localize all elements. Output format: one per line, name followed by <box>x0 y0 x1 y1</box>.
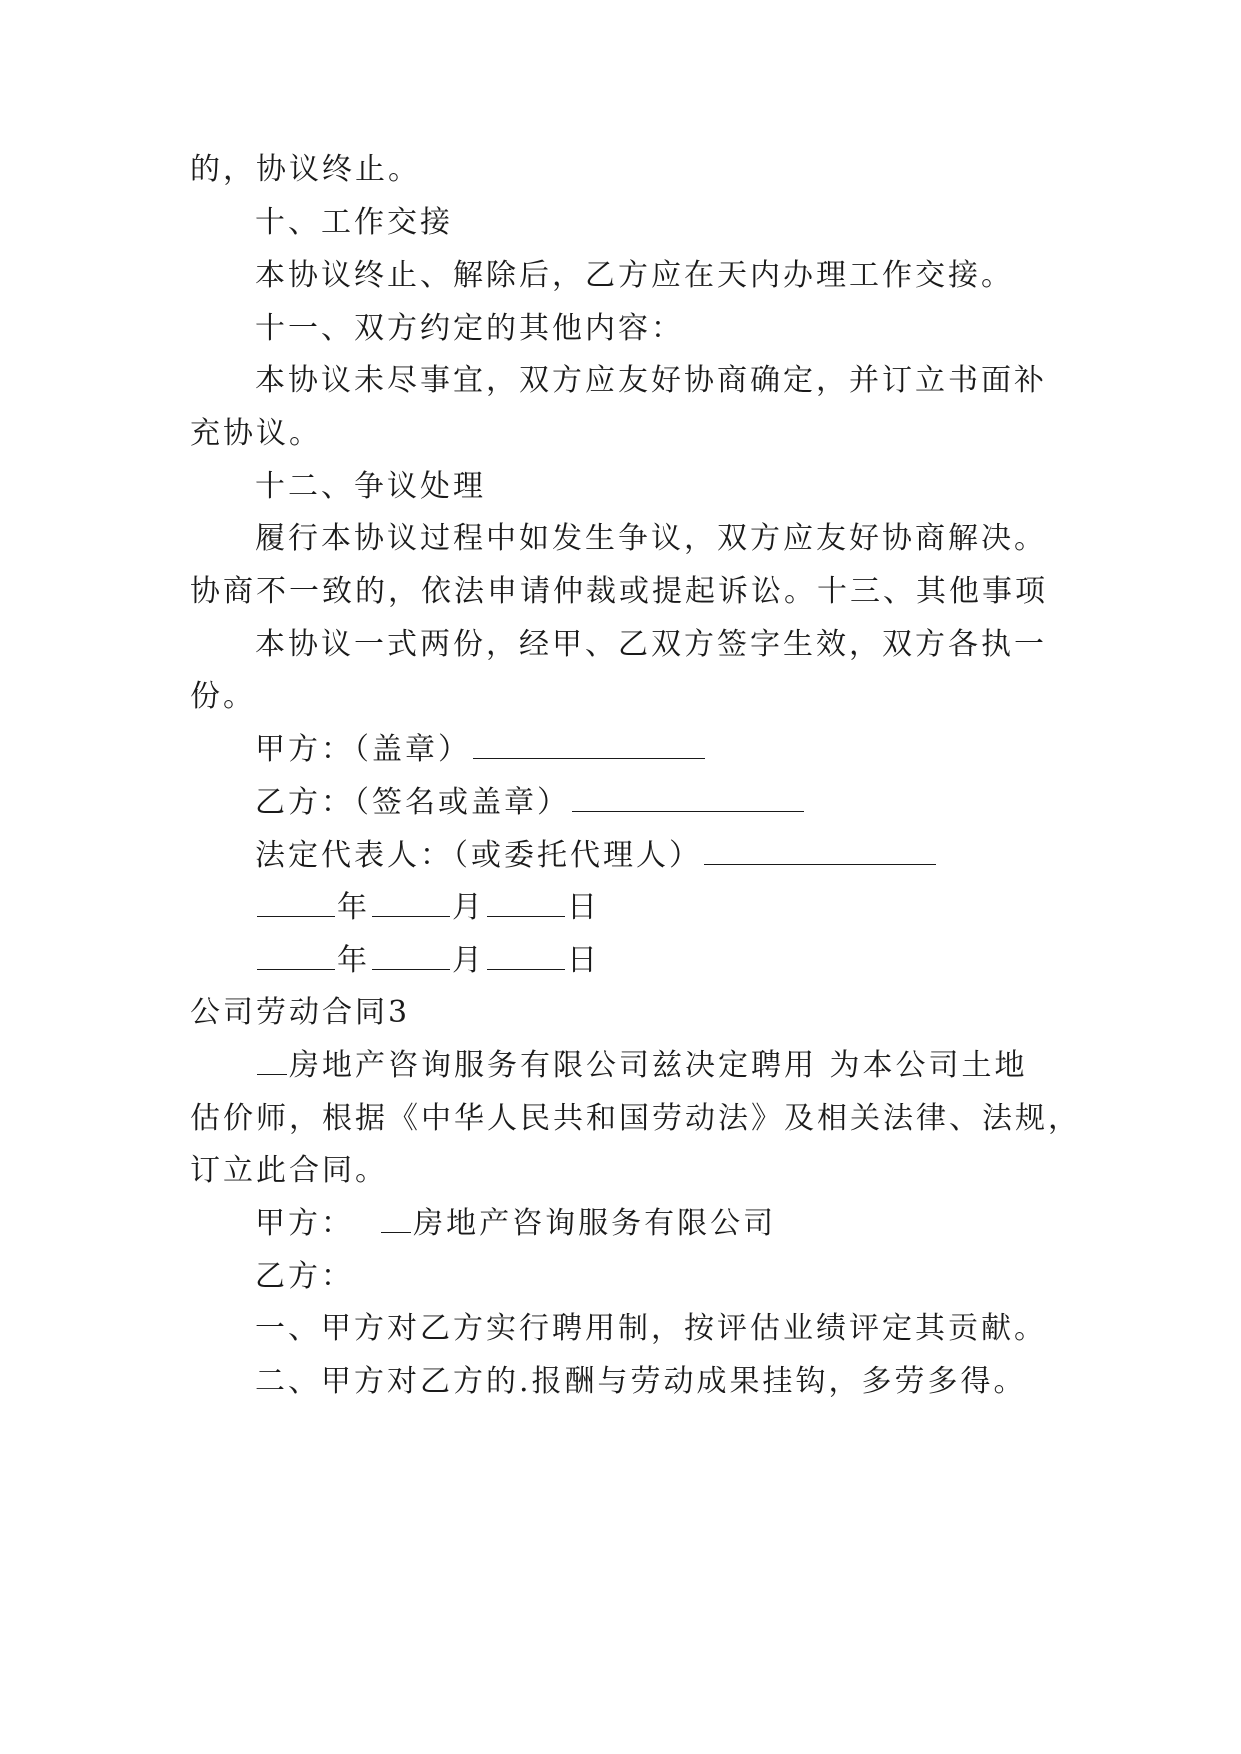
contract3-intro-1-text: 房地产咨询服务有限公司兹决定聘用 为本公司土地 <box>289 1048 1028 1083</box>
contract3-intro-2: 估价师，根据《中华人民共和国劳动法》及相关法律、法规， <box>190 1101 1081 1136</box>
party-a-name-blank <box>381 1204 411 1233</box>
contract3-party-a-label: 甲方： <box>255 1206 354 1241</box>
contract3-intro-1 <box>255 1046 1028 1086</box>
signature-party-b <box>255 783 806 823</box>
text-line-copies-2: 份。 <box>190 679 256 714</box>
date-year-label: 年 <box>337 890 370 925</box>
date-month-label: 月 <box>452 890 485 925</box>
heading-work-handover: 十、工作交接 <box>255 205 453 240</box>
contract3-party-a <box>255 1204 776 1244</box>
contract3-party-a-value: 房地产咨询服务有限公司 <box>413 1206 777 1241</box>
date-line-2 <box>255 941 600 981</box>
text-line-dispute-2: 协商不一致的，依法申请仲裁或提起诉讼。十三、其他事项 <box>190 574 1048 609</box>
date-year-blank <box>257 941 335 970</box>
date-month-blank <box>372 941 450 970</box>
text-line-other-terms-2: 充协议。 <box>190 416 322 451</box>
signature-party-a-label: 甲方：（盖章） <box>255 732 471 767</box>
text-line-other-terms-1: 本协议未尽事宜，双方应友好协商确定，并订立书面补 <box>255 363 1047 398</box>
signature-legal-rep-label: 法定代表人：（或委托代理人） <box>255 838 702 873</box>
heading-other-terms: 十一、双方约定的其他内容： <box>255 311 684 346</box>
text-line-copies-1: 本协议一式两份，经甲、乙双方签字生效，双方各执一 <box>255 627 1047 662</box>
text-line-dispute-1: 履行本协议过程中如发生争议，双方应友好协商解决。 <box>255 521 1047 556</box>
date-month-blank <box>372 888 450 917</box>
contract3-clause-2: 二、甲方对乙方的.报酬与劳动成果挂钩，多劳多得。 <box>255 1364 1027 1399</box>
date-month-label: 月 <box>452 943 485 978</box>
date-year-blank <box>257 888 335 917</box>
contract3-clause-1: 一、甲方对乙方实行聘用制，按评估业绩评定其贡献。 <box>255 1311 1047 1346</box>
contract3-intro-3: 订立此合同。 <box>190 1153 388 1188</box>
signature-party-a-blank <box>473 730 705 759</box>
signature-party-b-blank <box>572 783 804 812</box>
date-year-label: 年 <box>337 943 370 978</box>
signature-legal-rep-blank <box>704 836 936 865</box>
text-line-termination-end: 的，协议终止。 <box>190 152 421 187</box>
company-name-blank <box>257 1046 287 1075</box>
signature-party-a <box>255 730 707 770</box>
date-day-blank <box>487 888 565 917</box>
date-day-blank <box>487 941 565 970</box>
contract3-party-b: 乙方： <box>255 1259 354 1294</box>
signature-party-b-label: 乙方：（签名或盖章） <box>255 785 570 820</box>
contract3-title: 公司劳动合同3 <box>190 995 411 1030</box>
date-day-label: 日 <box>567 890 600 925</box>
date-day-label: 日 <box>567 943 600 978</box>
heading-dispute: 十二、争议处理 <box>255 469 486 504</box>
date-line-1 <box>255 888 600 928</box>
text-line-handover: 本协议终止、解除后，乙方应在天内办理工作交接。 <box>255 258 1014 293</box>
signature-legal-rep <box>255 836 938 876</box>
